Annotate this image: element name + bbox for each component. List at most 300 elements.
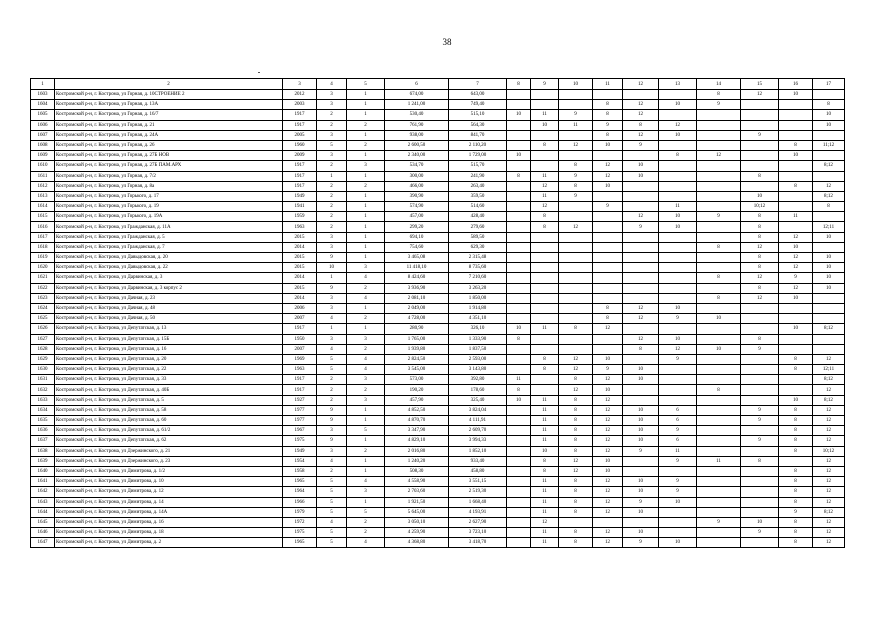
table-cell: 458,80 [449, 466, 507, 476]
table-cell: 9 [659, 314, 697, 324]
table-cell: 5 [317, 140, 347, 150]
table-cell: 10 [697, 344, 741, 354]
table-cell: 9 [741, 436, 779, 446]
table-cell: 629,30 [449, 242, 507, 252]
table-row [31, 354, 845, 364]
table-cell [593, 263, 623, 273]
table-cell: 3 [317, 303, 347, 313]
table-cell [593, 242, 623, 252]
table-cell: 8;12 [813, 507, 845, 517]
table-cell: 4 [347, 354, 385, 364]
table-cell: 8 [697, 90, 741, 100]
table-cell: 1634 [31, 405, 55, 415]
table-cell: 9 [623, 446, 659, 456]
table-cell: 3 347,90 [385, 426, 449, 436]
table-cell: 12 [593, 426, 623, 436]
table-row [31, 426, 845, 436]
table-cell: 8 [741, 253, 779, 263]
table-cell: 8 [741, 212, 779, 222]
table-cell [779, 100, 813, 110]
table-cell: 11 [531, 324, 559, 334]
table-row [31, 181, 845, 191]
table-cell: 1614 [31, 202, 55, 212]
table-cell: 8 [741, 456, 779, 466]
table-cell [507, 293, 531, 303]
table-cell: 1 765,00 [385, 334, 449, 344]
table-cell: 12 [779, 283, 813, 293]
table-cell: 3 [317, 293, 347, 303]
table-cell: 1917 [283, 375, 317, 385]
table-cell: 8 [813, 202, 845, 212]
table-cell [813, 130, 845, 140]
header-cell: 17 [813, 79, 845, 90]
table-cell: 9 [779, 507, 813, 517]
table-cell [741, 395, 779, 405]
table-cell: 11 [531, 528, 559, 538]
table-cell: Костромской р-н, г. Кострома, ул Депутатская, д. 20 [55, 354, 283, 364]
table-cell: 1966 [283, 497, 317, 507]
table-cell [659, 191, 697, 201]
table-cell: 12 [813, 416, 845, 426]
table-cell: 428,40 [449, 212, 507, 222]
table-cell: 11 [531, 507, 559, 517]
table-cell: Костромской р-н, г. Кострома, ул Дарвинская, д. 3 [55, 273, 283, 283]
table-cell: 1979 [283, 507, 317, 517]
table-cell: 2 [347, 344, 385, 354]
table-cell: 10 [593, 181, 623, 191]
table-cell: Костромской р-н, г. Кострома, ул Депутатская, д. 15Б [55, 334, 283, 344]
table-cell: 1 [317, 171, 347, 181]
table-cell: 12 [559, 140, 593, 150]
table-cell [697, 487, 741, 497]
table-cell [531, 161, 559, 171]
table-cell [659, 161, 697, 171]
table-row [31, 456, 845, 466]
table-cell [779, 344, 813, 354]
table-cell: 1960 [283, 140, 317, 150]
header-row [31, 79, 845, 90]
table-cell: 8 [779, 426, 813, 436]
table-cell: 8 [697, 385, 741, 395]
table-cell: 12;11 [813, 365, 845, 375]
table-cell: 1627 [31, 334, 55, 344]
table-cell: 12 [593, 507, 623, 517]
table-cell: 9 [317, 436, 347, 446]
table-cell [593, 90, 623, 100]
table-cell: 12 [813, 456, 845, 466]
table-cell [623, 253, 659, 263]
table-cell: Костромской р-н, г. Кострома, ул Димитрова, д. 16 [55, 517, 283, 527]
table-cell: 10 [507, 395, 531, 405]
table-cell: 12 [813, 354, 845, 364]
table-cell: 1644 [31, 507, 55, 517]
table-cell: 12 [593, 487, 623, 497]
table-cell [507, 405, 531, 415]
table-cell [507, 181, 531, 191]
table-cell: 2 [347, 517, 385, 527]
table-cell: 2 081,10 [385, 293, 449, 303]
table-cell: 8 [531, 354, 559, 364]
table-cell [659, 395, 697, 405]
table-cell: 10 [623, 477, 659, 487]
table-cell: 1949 [283, 191, 317, 201]
table-cell: 2 [347, 283, 385, 293]
table-cell [697, 120, 741, 130]
table-cell: 4 728,00 [385, 314, 449, 324]
table-cell: 1 [347, 242, 385, 252]
table-cell [659, 375, 697, 385]
table-cell: Костромской р-н, г. Кострома, ул Горная, д. 8а [55, 181, 283, 191]
table-cell: 2 [317, 161, 347, 171]
table-cell: 8 [531, 365, 559, 375]
table-cell: Костромской р-н, г. Кострома, ул Гражданская, д. 11А [55, 222, 283, 232]
table-cell: 10 [317, 263, 347, 273]
table-cell: 12 [659, 344, 697, 354]
table-cell [697, 416, 741, 426]
table-cell [559, 334, 593, 344]
table-cell [559, 232, 593, 242]
table-cell: 508,30 [385, 466, 449, 476]
header-cell: 7 [449, 79, 507, 90]
table-cell: 515,10 [449, 110, 507, 120]
table-cell: 8 [559, 395, 593, 405]
table-cell [507, 100, 531, 110]
table-row [31, 273, 845, 283]
table-cell [659, 140, 697, 150]
table-cell [697, 283, 741, 293]
table-cell [623, 232, 659, 242]
table-cell: 515,70 [449, 161, 507, 171]
table-cell [741, 303, 779, 313]
table-cell [741, 181, 779, 191]
table-cell [507, 314, 531, 324]
table-row [31, 365, 845, 375]
table-cell [659, 517, 697, 527]
table-cell: 1917 [283, 120, 317, 130]
table-cell: 1 [347, 191, 385, 201]
table-cell: 2 [317, 120, 347, 130]
table-cell: 1645 [31, 517, 55, 527]
table-cell: 9 [317, 416, 347, 426]
table-cell: 1608 [31, 140, 55, 150]
table-cell: 1606 [31, 120, 55, 130]
table-cell: 8;12 [813, 324, 845, 334]
table-cell: 8 [741, 283, 779, 293]
header-cell: 8 [507, 79, 531, 90]
table-cell: 10 [697, 314, 741, 324]
table-cell: 8 [779, 436, 813, 446]
table-cell: 1950 [283, 334, 317, 344]
table-cell [593, 293, 623, 303]
table-cell: 8 [559, 426, 593, 436]
table-cell: 1 914,80 [449, 303, 507, 313]
table-cell: 263,40 [449, 181, 507, 191]
table-cell [697, 140, 741, 150]
table-cell [623, 293, 659, 303]
table-cell: 12 [813, 436, 845, 446]
table-cell: Костромской р-н, г. Кострома, ул Депутатская, д. 33 [55, 375, 283, 385]
table-cell [559, 90, 593, 100]
table-cell: 11 [531, 426, 559, 436]
table-cell: 2014 [283, 242, 317, 252]
table-cell [779, 222, 813, 232]
table-cell: 1967 [283, 426, 317, 436]
table-cell: 10 [623, 528, 659, 538]
table-row [31, 314, 845, 324]
table-cell: 1619 [31, 253, 55, 263]
table-cell: Костромской р-н, г. Кострома, ул Депутатская, д. 40Б [55, 385, 283, 395]
table-cell: 3 545,00 [385, 365, 449, 375]
table-cell: Костромской р-н, г. Кострома, ул Давыдовская, д. 20 [55, 253, 283, 263]
table-cell: 10 [593, 385, 623, 395]
table-cell: 12 [559, 456, 593, 466]
table-cell [623, 181, 659, 191]
table-cell [697, 110, 741, 120]
table-cell: 1 [347, 110, 385, 120]
table-cell: 9 [623, 140, 659, 150]
table-cell [559, 151, 593, 161]
table-cell: 7 210,60 [449, 273, 507, 283]
table-cell: 9 [741, 416, 779, 426]
table-cell [697, 222, 741, 232]
table-cell [507, 273, 531, 283]
table-cell: 1 850,00 [449, 293, 507, 303]
table-cell [697, 232, 741, 242]
table-cell: 1 [347, 405, 385, 415]
table-cell [559, 293, 593, 303]
table-cell [779, 456, 813, 466]
table-cell: 5 [317, 497, 347, 507]
table-cell: 279,60 [449, 222, 507, 232]
table-cell: 11 418,10 [385, 263, 449, 273]
table-cell [659, 263, 697, 273]
header-cell: 2 [55, 79, 283, 90]
table-cell: 12 [593, 405, 623, 415]
table-cell: 10 [623, 416, 659, 426]
table-cell [623, 354, 659, 364]
table-cell: 10 [593, 456, 623, 466]
table-cell: 1618 [31, 242, 55, 252]
table-cell [779, 202, 813, 212]
header-cell: 4 [317, 79, 347, 90]
table-cell: 8 [779, 528, 813, 538]
table-cell [741, 507, 779, 517]
table-cell: 1642 [31, 487, 55, 497]
table-cell: 1607 [31, 130, 55, 140]
table-cell: Костромской р-н, г. Кострома, ул Депутатская, д. 13 [55, 324, 283, 334]
table-cell: 11 [531, 110, 559, 120]
table-cell: 1628 [31, 344, 55, 354]
scan-mark [258, 72, 260, 73]
table-cell: 4 870,70 [385, 416, 449, 426]
table-cell [531, 253, 559, 263]
table-cell [623, 466, 659, 476]
table-cell: 2015 [283, 283, 317, 293]
table-cell: 9 [317, 253, 347, 263]
table-cell [507, 140, 531, 150]
table-cell: 12 [531, 517, 559, 527]
table-cell: 9 [659, 477, 697, 487]
table-cell: 2 593,00 [449, 354, 507, 364]
table-cell: 1917 [283, 385, 317, 395]
table-cell: 1 939,80 [385, 344, 449, 354]
table-cell: 12 [741, 242, 779, 252]
table-cell [507, 283, 531, 293]
table-cell: 10 [623, 161, 659, 171]
table-cell: 11 [531, 395, 559, 405]
table-cell [593, 232, 623, 242]
table-cell: 514,60 [449, 202, 507, 212]
table-cell: 10 [623, 365, 659, 375]
table-cell: 3 824,04 [449, 405, 507, 415]
table-cell [697, 130, 741, 140]
table-cell: 3 [317, 334, 347, 344]
table-cell: 9 [779, 273, 813, 283]
table-cell [741, 100, 779, 110]
table-cell: 2 110,20 [449, 140, 507, 150]
table-cell: 1 [347, 100, 385, 110]
table-cell: 8 [559, 436, 593, 446]
table-cell: 8 [559, 161, 593, 171]
table-cell: 2 340,00 [385, 151, 449, 161]
table-cell: 4 [317, 314, 347, 324]
table-cell: 2 315,48 [449, 253, 507, 263]
table-cell: Костромской р-н, г. Кострома, ул Дарвинская, д. 3 корпус 2 [55, 283, 283, 293]
housing-register-table [30, 78, 845, 548]
table-cell: 12 [593, 497, 623, 507]
table-cell [531, 90, 559, 100]
table-cell: 10 [813, 120, 845, 130]
table-cell: 12 [593, 416, 623, 426]
table-cell: 4 [347, 273, 385, 283]
table-cell: 9 [741, 405, 779, 415]
table-cell: 1641 [31, 477, 55, 487]
table-row [31, 477, 845, 487]
table-cell [779, 303, 813, 313]
table-cell [741, 375, 779, 385]
table-cell: 3 418,70 [449, 538, 507, 548]
table-cell [779, 191, 813, 201]
table-cell: 1615 [31, 212, 55, 222]
table-cell [593, 517, 623, 527]
table-row [31, 507, 845, 517]
table-row [31, 375, 845, 385]
header-cell: 5 [347, 79, 385, 90]
table-cell: 3 465,08 [385, 253, 449, 263]
table-cell [593, 334, 623, 344]
table-cell: 1 837,50 [449, 344, 507, 354]
table-cell: 1 240,20 [385, 456, 449, 466]
table-cell [741, 120, 779, 130]
table-cell: 2015 [283, 253, 317, 263]
table-cell [593, 212, 623, 222]
table-cell: Костромской р-н, г. Кострома, ул Димитрова, д. 14 [55, 497, 283, 507]
table-cell: 9 [559, 171, 593, 181]
table-cell: 10 [779, 90, 813, 100]
table-row [31, 324, 845, 334]
table-cell: 1 [347, 466, 385, 476]
header-cell: 14 [697, 79, 741, 90]
table-row [31, 100, 845, 110]
table-cell: 1 [317, 273, 347, 283]
table-cell [623, 395, 659, 405]
table-cell [507, 456, 531, 466]
table-cell: 1977 [283, 416, 317, 426]
table-cell: 11 [779, 212, 813, 222]
table-cell: 1643 [31, 497, 55, 507]
table-cell [813, 171, 845, 181]
table-cell: 10 [741, 517, 779, 527]
table-cell: 2 [317, 385, 347, 395]
table-cell: 8 [779, 181, 813, 191]
table-cell: 8 [531, 222, 559, 232]
table-cell: 1632 [31, 385, 55, 395]
table-cell: 8 [531, 456, 559, 466]
header-cell: 10 [559, 79, 593, 90]
table-cell: Костромской р-н, г. Кострома, ул Дачная, д. 48 [55, 303, 283, 313]
table-cell [697, 477, 741, 487]
table-cell: 10 [779, 151, 813, 161]
table-cell [507, 212, 531, 222]
table-cell: 2 [317, 395, 347, 405]
table-cell: 10 [659, 212, 697, 222]
table-cell: 12 [813, 181, 845, 191]
table-cell: 8 [559, 181, 593, 191]
table-cell: 1972 [283, 517, 317, 527]
table-cell: 10 [779, 395, 813, 405]
table-cell: 2014 [283, 293, 317, 303]
table-cell: 11 [531, 497, 559, 507]
table-cell: 12 [813, 517, 845, 527]
table-cell: 3 [347, 395, 385, 405]
table-row [31, 202, 845, 212]
table-cell [741, 140, 779, 150]
table-cell [813, 344, 845, 354]
table-cell [741, 324, 779, 334]
table-cell: 8 [741, 334, 779, 344]
table-cell [623, 456, 659, 466]
table-cell: Костромской р-н, г. Кострома, ул Горная, д. 13А [55, 100, 283, 110]
table-cell: Костромской р-н, г. Кострома, ул Депутатская, д. 61/2 [55, 426, 283, 436]
table-cell: 8 [779, 140, 813, 150]
table-cell [697, 528, 741, 538]
table-cell: 1609 [31, 151, 55, 161]
table-cell: 1 [347, 171, 385, 181]
table-cell: 10 [779, 242, 813, 252]
table-cell: 1975 [283, 528, 317, 538]
table-cell: 2 [317, 222, 347, 232]
table-cell: 8 [779, 487, 813, 497]
table-cell: 11 [659, 446, 697, 456]
table-cell [623, 242, 659, 252]
table-cell: 10 [741, 191, 779, 201]
table-cell: 1638 [31, 446, 55, 456]
table-cell: 8 [779, 446, 813, 456]
table-cell: Костромской р-н, г. Кострома, ул Димитрова, д. 1/2 [55, 466, 283, 476]
table-cell: 12 [593, 161, 623, 171]
table-cell: 8 [741, 232, 779, 242]
table-cell [697, 253, 741, 263]
table-cell: 1964 [283, 487, 317, 497]
header-cell: 12 [623, 79, 659, 90]
table-cell: 12 [593, 477, 623, 487]
table-cell [623, 273, 659, 283]
table-cell: 5 [317, 507, 347, 517]
table-cell: 1631 [31, 375, 55, 385]
table-cell [659, 273, 697, 283]
table-cell: 4 193,91 [449, 507, 507, 517]
table-cell: 2 [317, 110, 347, 120]
